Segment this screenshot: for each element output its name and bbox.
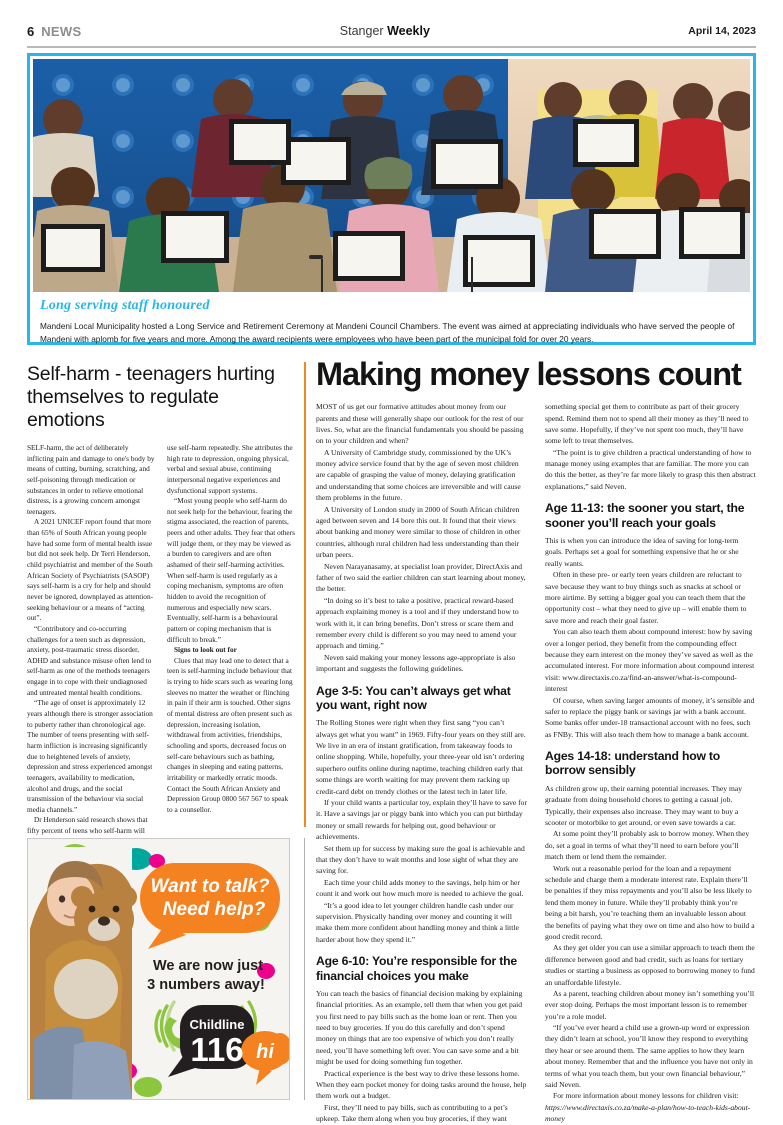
ceremony-photo-illustration	[33, 59, 750, 292]
paragraph: A 2021 UNICEF report found that more than 65% of South African young people have had some form of mental health issue but did not seek help. Dr Terri Henderson, child psychiatrist and member of the South African Society of Psychiatrists (SASOP) says self-harm is a cry for help and should never be ignored, downplayed as attention-seeking behaviour or a means of “acting out”.	[27, 517, 154, 623]
section-heading-age-11-13: Age 11-13: the sooner you start, the sooner you’ll reach your goals	[545, 501, 745, 530]
caption-title: Long serving staff honoured	[40, 298, 210, 313]
paragraph: Work out a reasonable period for the loan and a repayment schedule and charge them a moderate interest rate. Explain there’ll be penalties if they miss repayments and you’ll also be less likely to lend them money in future. While they’ll probably think you’re being a bit harsh, you’re teaching them an invaluable lesson about the benefits of paying what they owe on time and also how to build a good credit record.	[545, 863, 755, 941]
paragraph: First, they’ll need to pay bills, such as contributing to a pet’s upkeep. Take them along when you buy groceries, if they want something special get them to contribute as part of their grocery spend. Remind them not to spend all their money as they’ll need to save some. Hopefully, if they’ve not spent too much, they’ll have some left to treat themselves.	[316, 402, 749, 1124]
paragraph: As a parent, teaching children about money isn’t something you’ll ever stop doing. Perhaps the most important lesson is to remember you’re a role model.	[545, 988, 755, 1021]
paragraph: This is when you can introduce the idea of saving for long-term goals. Perhaps set a goal for something expensive that he or she really wants.	[545, 536, 739, 568]
paragraph: Practical experience is the best way to drive these lessons home. When they earn pocket money for doing tasks around the house, help them work out a budget.	[316, 1068, 527, 1101]
paragraph: “The age of onset is approximately 12 years although there is stronger association to puberty rather than chronological age. The number of teens presenting with self-harm infliction is increasing significantly due to heightened levels of anxiety, depression and stress experienced amongst teenagers, availability to medication, alcohol and drugs, and the social transmission of the behaviour via social media channels.”	[27, 698, 153, 814]
paragraph: Clues that may lead one to detect that a teen is self-harming include behaviour that is trying to hide scars such as wearing long sleeves no matter the weather or flinching in pain if their arm is touched. Other signs of mental distress are often present such as depression, increasing isolation, withdrawal from activities, friendships, schooling and sports, decreased focus on self-care behaviours such as bathing, changes in sleeping and eating patterns, irritability or markedly erratic moods. Contact the South African Anxiety and Depression Group 0800 567 567 to speak to a counsellor.	[167, 655, 293, 814]
paragraph: At some point they’ll probably ask to borrow money. When they do, set a goal in terms of what they’ll need to earn before you’ll match them or lend them the remainder.	[545, 829, 750, 862]
paragraph: Each time your child adds money to the savings, help him or her count it and work out how much more is needed to achieve the goal.	[316, 877, 524, 899]
paragraph: “It’s a good idea to let younger children handle cash under our supervision. Physically handing over money and counting it will make them more confident about handling money and think a little harder about how they spend it.”	[316, 900, 519, 944]
paragraph: “Contributory and co-occurring challenges for a teen such as depression, anxiety, post-traumatic stress disorder, ADHD and substance misuse often lend to self-harm as one of the methods teenagers engage in to cope with their undiagnosed and untreated mental health conditions.	[27, 623, 152, 697]
paragraph: “In doing so it’s best to take a positive, practical reward-based approach explaining money is a tool and if they understand how to work with it, it can bring benefits. Don’t stress or scare them and remember every child is different so you may need to amend your approach and timing.”	[316, 595, 519, 651]
paragraph: The Rolling Stones were right when they first sang “you can’t always get what you want” in 1969. Fifty-four years on they still are. We live in an era of instant gratification, from takeaway foods to online shopping. While, hopefully, your three-year old isn’t ordering superhero outfits online during naptime, teaching children early that some things are worth waiting for may prevent them racking up credit-card debt on trendy clothes or the latest tech in later life.	[316, 718, 526, 796]
childline-advert[interactable]	[27, 838, 290, 1100]
photo-block	[27, 53, 756, 345]
childline-tag: hi	[256, 1041, 274, 1063]
footer-paragraph	[545, 1090, 756, 1124]
left-article-subhead: Signs to look out for	[174, 645, 237, 655]
paragraph: SELF-harm, the act of deliberately inflicting pain and damage to one's body by means of cutting, burning, scratching, and self-poisoning through medication or substances in order to relieve emotional distress, is a growing concern amongst teenagers.	[27, 443, 155, 516]
caption-body: Mandeni Local Municipality hosted a Long Service and Retirement Ceremony at Mandeni Council Chambers. The event was aimed at appreciating individuals who have served the people of Mandeni with aplomb for five years and more. Among the award recipients were employees who have been part of the municipal fold for over 20 years.	[40, 321, 735, 344]
section-heading-ages-14-18: Ages 14-18: understand how to borrow sensibly	[545, 749, 721, 778]
paragraph: You can also teach them about compound interest: how by saving over a longer period, they benefit from the compounding effect because they earn interest on the money they’ve saved as well as the accumulated interest. For more information about compound interest visit: www.directaxis.co.za/find-an-answer/what-is-compound-interest	[545, 627, 755, 694]
childline-advert-artwork	[28, 839, 289, 1099]
paragraph: MOST of us get our formative attitudes about money from our parents and these will generally shape our outlook for the rest of our lives. So, what are the financial fundamentals you should be passing on to your children and when?	[316, 402, 524, 446]
left-article-body	[27, 443, 295, 837]
paragraph: Set them up for success by making sure the goal is achievable and that they don’t have to wait months and lose sight of what they are saving for.	[316, 843, 525, 876]
page-number: 6	[27, 23, 35, 39]
advert-subline2: 3 numbers away!	[147, 977, 265, 993]
paragraph: Neven said making your money lessons age-appropriate is also important and suggests the following guidelines.	[316, 652, 516, 674]
masthead-rule	[27, 46, 756, 48]
issue-date: April 14, 2023	[688, 25, 756, 37]
publication-title	[340, 24, 430, 38]
paragraph: Often in these pre- or early teen years children are reluctant to save because they want to buy things such as snacks at school or more airtime. By setting a bigger goal you can teach them that the opportunity cost – what they need to give up – will enable them to save more and reach their goal faster.	[545, 570, 747, 625]
right-article-body	[316, 401, 756, 1124]
main-headline: Making money lessons count	[316, 356, 741, 392]
masthead	[27, 18, 756, 44]
paragraph: If your child wants a particular toy, explain they’ll have to save for it. Have a savings jar or piggy bank into which you can put birthday money or small rewards for helping out, good behaviour or achievements.	[316, 798, 527, 842]
left-article	[27, 363, 295, 837]
advert-subline1: We are now just	[152, 958, 264, 974]
footer-lead: For more information about money lessons for children visit:	[553, 1091, 739, 1101]
right-article	[316, 358, 756, 1125]
paragraph: Neven Narayanasamy, at specialist loan provider, DirectAxis and father of two said the earlier children can start learning about money, the better.	[316, 561, 526, 594]
childline-number: 116	[190, 1031, 244, 1068]
section-heading-age-3-5: Age 3-5: You can’t always get what you want, right now	[316, 683, 511, 712]
girl-with-teddy-photo	[28, 847, 137, 1099]
photo-caption	[30, 292, 753, 346]
masthead-left	[27, 24, 81, 39]
paragraph: Dr Henderson said research shows that fifty percent of teens who self-harm will use self-harm repeatedly. She attributes the high rate to depression, ongoing physical, verbal and sexual abuse, continuing interpersonal negative experiences and dysfunctional support systems.	[27, 443, 293, 836]
paragraph: As they get older you can use a similar approach to teach them the difference between good and bad credit, such as loans for tertiary studies or starting a business as opposed to borrowing money to fund an unaffordable lifestyle.	[545, 943, 755, 987]
section-label: NEWS	[41, 23, 82, 39]
paragraph: You can teach the basics of financial decision making by explaining financial priorities. As an example, tell them that when you get paid you first need to pay bills such as the home loan or rent. Then you need to buy groceries. If you do this carefully and don’t spend money on things that are too expensive of which you don’t really need, you’ll have something left over. You can save some and a bit might be used for doing something fun together.	[316, 988, 523, 1067]
publication-name-second: Weekly	[387, 24, 430, 38]
footer-url[interactable]: https://www.directaxis.co.za/make-a-plan/how-to-teach-kids-about-money	[545, 1102, 751, 1124]
paragraph: Of course, when saving larger amounts of money, it’s sensible and safer to replace the piggy bank or savings jar with a bank account. Some banks offer under-18 transactional account with no fees, such as FNBy. This will also teach them how to manage a bank account.	[545, 695, 755, 739]
paragraph: “Most young people who self-harm do not seek help for the behaviour, fearing the stigma associated, the reaction of parents, peers and other adults. They fear that others will judge them, or they may be viewed as a burden to caregivers and are often ashamed of their self-harming activities. When self-harm is used regularly as a coping mechanism, symptoms are often hidden to avoid the recognition of numerous and especially new scars. Eventually, self-harm is a behavioural pattern or coping mechanism that is difficult to break.”	[167, 496, 295, 644]
paragraph: A University of Cambridge study, commissioned by the UK’s money advice service found that by the age of seven most children are capable of grasping the value of money, delaying gratification and understanding that some choices are irreversible and will cause them problems in the future.	[316, 447, 521, 503]
publication-name-first: Stanger	[339, 24, 384, 38]
paragraph: “If you’ve ever heard a child use a grown-up word or expression they didn’t learn at school, you’ll know they respond to everything they hear or see around them. The same applies to how they learn about money. Remember that and the influence you have not only in terms of what you teach them, but your own financial behaviour,” said Neven.	[545, 1023, 753, 1090]
paragraph: “The point is to give children a practical understanding of how to manage money using examples that are familiar. The more you can do this the better, as they’re far more likely to grasp this then abstract explanations,” said Neven.	[545, 447, 756, 491]
paragraph: As children grow up, their earning potential increases. They may graduate from doing household chores to getting a casual job. Typically, their expenses also increase. They may want to buy a scooter or motorbike to get around, or even save towards a car.	[545, 783, 743, 828]
childline-brand: Childline	[189, 1017, 245, 1032]
advert-headline-line1: Want to talk?	[150, 876, 270, 897]
section-heading-age-6-10: Age 6-10: You’re responsible for the financial choices you make	[316, 954, 517, 983]
advert-headline-line2: Need help?	[162, 899, 266, 920]
ceremony-photo	[33, 59, 750, 292]
paragraph: A University of London study in 2000 of South African children aged between seven and 14 bore this out. It found that their views about banking and money were similar to those of children in other countries, although rural children had less understanding than their urban peers.	[316, 504, 521, 560]
left-article-headline: Self-harm - teenagers hurting themselves to regulate emotions	[27, 363, 275, 431]
column-divider-orange	[304, 362, 306, 827]
column-divider-grey	[304, 838, 305, 1100]
